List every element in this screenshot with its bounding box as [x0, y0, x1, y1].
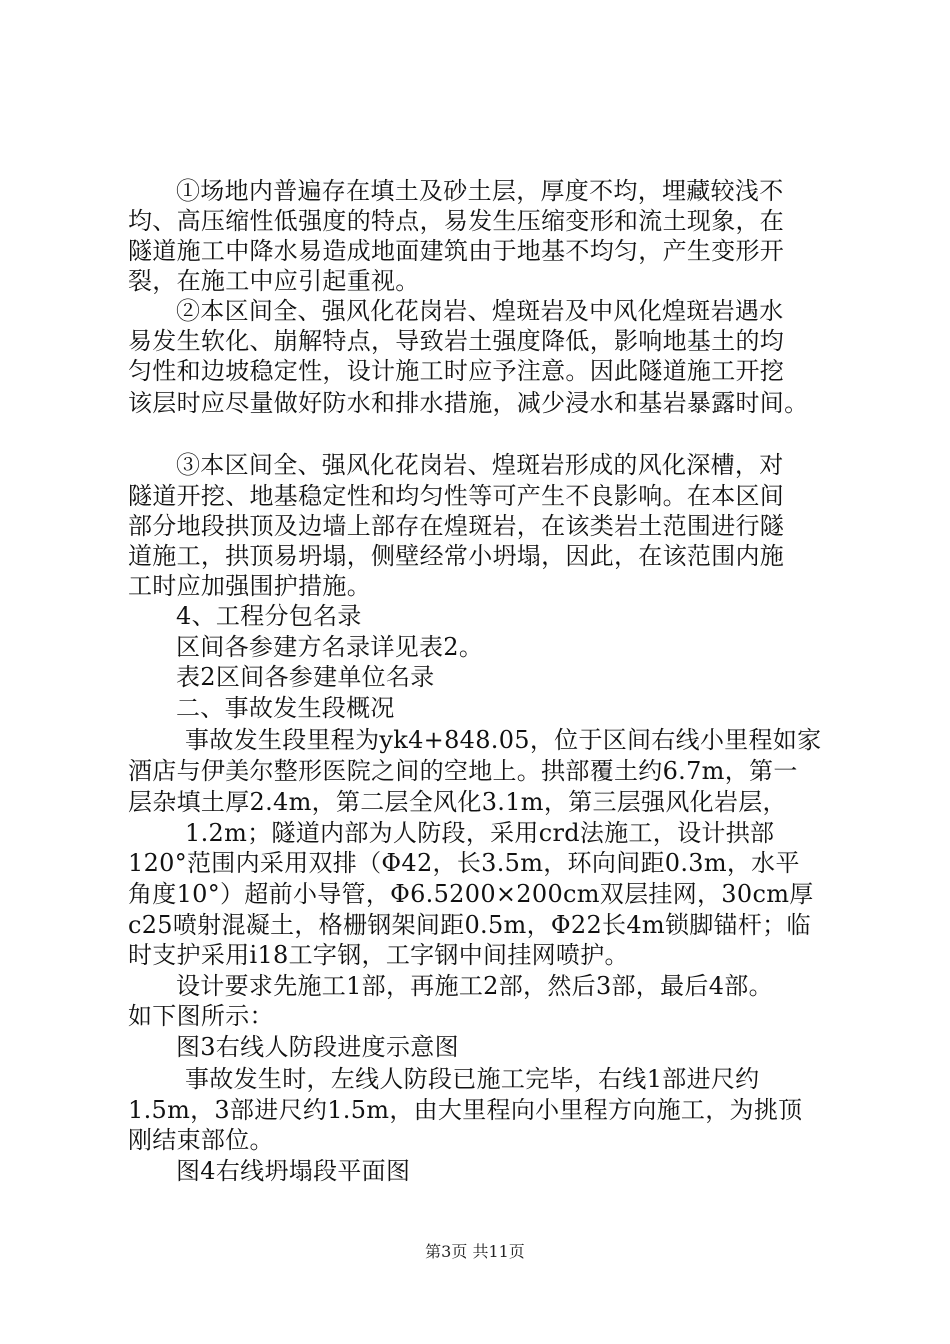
text-line-29: 事故发生时，左线人防段已施工完毕，右线1部进尺约 [185, 1065, 760, 1093]
text-line-12: 道施工，拱顶易坍塌，侧壁经常小坍塌，因此，在该范围内施 [128, 542, 785, 570]
text-line-21: 1.2m；隧道内部为人防段，采用crd法施工，设计拱部 [185, 819, 775, 847]
text-line-22: 120°范围内采用双排（Φ42，长3.5m，环向间距0.3m，水平 [128, 849, 800, 877]
text-line-31: 刚结束部位。 [128, 1126, 274, 1154]
text-line-3: 隧道施工中降水易造成地面建筑由于地基不均匀，产生变形开 [128, 237, 785, 265]
text-line-19: 酒店与伊美尔整形医院之间的空地上。拱部覆土约6.7m，第一 [128, 757, 798, 785]
text-line-15: 区间各参建方名录详见表2。 [176, 633, 484, 661]
text-line-6: 易发生软化、崩解特点，导致岩土强度降低，影响地基土的均 [128, 327, 785, 355]
text-line-27: 如下图所示： [128, 1002, 274, 1030]
figure-caption-4: 图4右线坍塌段平面图 [176, 1157, 411, 1185]
text-line-4: 裂，在施工中应引起重视。 [128, 267, 420, 295]
text-line-2: 均、高压缩性低强度的特点，易发生压缩变形和流土现象，在 [128, 207, 785, 235]
figure-caption-3: 图3右线人防段进度示意图 [176, 1033, 459, 1061]
text-line-30: 1.5m，3部进尺约1.5m，由大里程向小里程方向施工，为挑顶 [128, 1096, 803, 1124]
text-line-8: 该层时应尽量做好防水和排水措施，减少浸水和基岩暴露时间。 [128, 389, 809, 417]
text-line-23: 角度10°）超前小导管，Φ6.5200×200cm双层挂网，30cm厚 [128, 880, 814, 908]
section-heading-accident: 二、事故发生段概况 [176, 694, 395, 722]
text-line-20: 层杂填土厚2.4m，第二层全风化3.1m，第三层强风化岩层， [128, 788, 787, 816]
text-line-11: 部分地段拱顶及边墙上部存在煌斑岩，在该类岩土范围进行隧 [128, 512, 785, 540]
text-line-18: 事故发生段里程为yk4+848.05，位于区间右线小里程如家 [185, 726, 822, 754]
page-footer: 第3页 共11页 [425, 1242, 525, 1261]
text-line-26: 设计要求先施工1部，再施工2部，然后3部，最后4部。 [176, 972, 773, 1000]
text-line-9: ③本区间全、强风化花岗岩、煌斑岩形成的风化深槽，对 [176, 451, 784, 479]
text-line-7: 匀性和边坡稳定性，设计施工时应予注意。因此隧道施工开挖 [128, 357, 785, 385]
table-caption-2: 表2区间各参建单位名录 [176, 663, 435, 691]
text-line-5: ②本区间全、强风化花岗岩、煌斑岩及中风化煌斑岩遇水 [176, 297, 784, 325]
text-line-24: c25喷射混凝土，格栅钢架间距0.5m，Φ22长4m锁脚锚杆；临 [128, 911, 811, 939]
text-line-13: 工时应加强围护措施。 [128, 572, 371, 600]
section-heading-subcontract: 4、工程分包名录 [176, 602, 362, 630]
text-line-25: 时支护采用i18工字钢，工字钢中间挂网喷护。 [128, 941, 629, 969]
text-line-1: ①场地内普遍存在填土及砂土层，厚度不均，埋藏较浅不 [176, 177, 784, 205]
text-line-10: 隧道开挖、地基稳定性和均匀性等可产生不良影响。在本区间 [128, 482, 785, 510]
